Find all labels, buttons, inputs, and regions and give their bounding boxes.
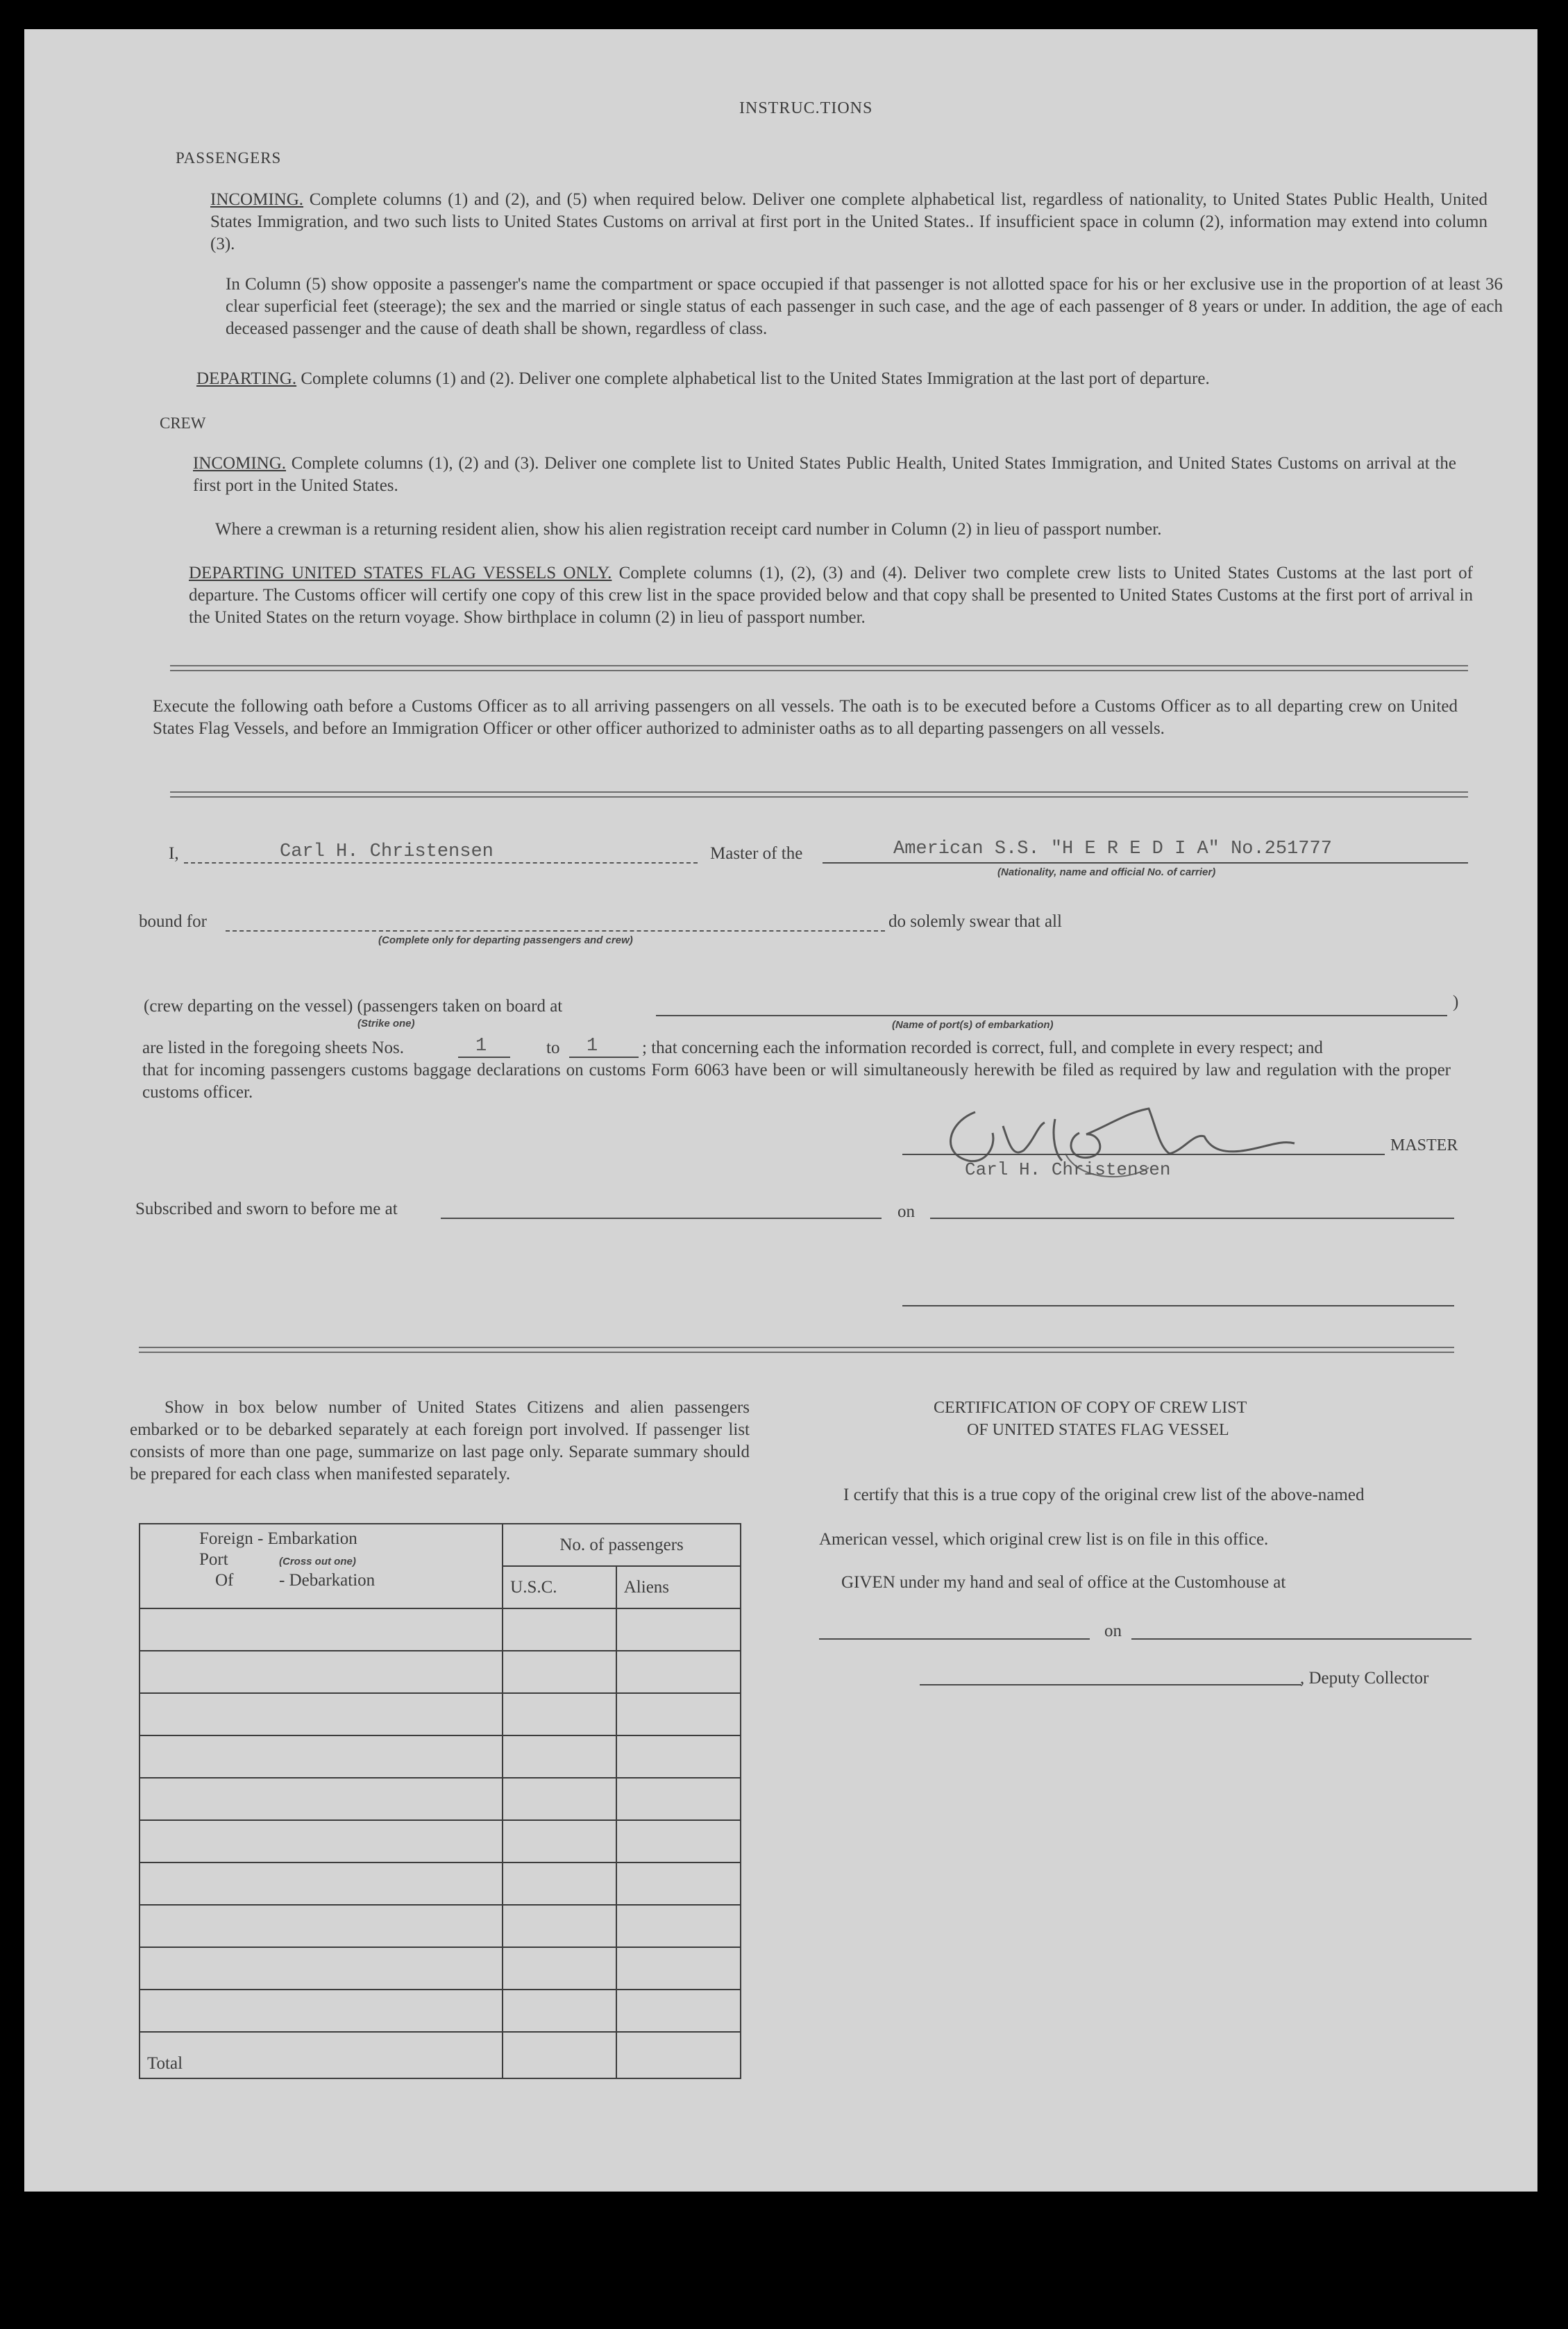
vessel-line <box>823 862 1468 864</box>
given-text: GIVEN under my hand and seal of office at the Customhouse at <box>841 1573 1286 1592</box>
certification-date-line <box>1131 1638 1472 1640</box>
port-header-line1: Foreign - Embarkation <box>199 1529 357 1548</box>
port-header-cell <box>140 1524 503 1608</box>
usc-cell[interactable] <box>503 1863 616 1905</box>
port-cell[interactable] <box>140 1608 503 1651</box>
port-cell[interactable] <box>140 1651 503 1693</box>
sheet-from-value: 1 <box>475 1036 487 1057</box>
table-row <box>140 1947 741 1990</box>
aliens-header-cell: Aliens <box>616 1566 741 1608</box>
certification-title-1: CERTIFICATION OF COPY OF CREW LIST <box>934 1399 1247 1417</box>
port-caption: (Name of port(s) of embarkation) <box>892 1019 1054 1031</box>
master-name-value: Carl H. Christensen <box>280 841 494 862</box>
close-paren: ) <box>1453 993 1459 1011</box>
port-cell[interactable] <box>140 1693 503 1735</box>
table-row <box>140 1778 741 1820</box>
aliens-cell[interactable] <box>616 1905 741 1947</box>
deputy-collector-label: , Deputy Collector <box>1300 1669 1429 1688</box>
subscribed-on-label: on <box>897 1202 915 1221</box>
table-row <box>140 1990 741 2032</box>
swear-text: do solemly swear that all <box>888 912 1062 931</box>
to-label: to <box>546 1039 560 1057</box>
vessel-caption: (Nationality, name and official No. of carrier) <box>997 866 1216 878</box>
column5-paragraph: In Column (5) show opposite a passenger's name the compartment or space occupied if that passenger is not allotted space for his or her exclusive use in the proportion of at least 36 clear superficial feet (steerage); the sex and the married or single status of each passenger in such case, and the age of each passenger of 8 years or under. In addition, the age of each deceased passenger and the cause of death shall be shown, regardless of class. <box>226 275 1503 338</box>
departing-us-paragraph <box>189 562 1473 629</box>
table-row <box>140 1905 741 1947</box>
port-cell[interactable] <box>140 1990 503 2032</box>
usc-header-cell: U.S.C. <box>503 1566 616 1608</box>
total-label: Total <box>147 2054 183 2073</box>
passengers-departing-line <box>196 368 1210 390</box>
port-cell[interactable] <box>140 1863 503 1905</box>
bound-for-caption: (Complete only for departing passengers and crew) <box>378 934 633 946</box>
port-cell[interactable] <box>140 1735 503 1778</box>
crew-incoming-label: INCOMING. <box>193 454 287 473</box>
port-cell[interactable] <box>140 1820 503 1863</box>
certify-line-2: American vessel, which original crew list is on file in this office. <box>819 1530 1269 1549</box>
passenger-summary-table <box>139 1523 741 2079</box>
table-row <box>140 1820 741 1863</box>
officer-signature-line <box>902 1305 1454 1306</box>
certification-on-label: on <box>1104 1622 1122 1640</box>
aliens-cell[interactable] <box>616 1947 741 1990</box>
crew-alien-text: Where a crewman is a returning resident alien, show his alien registration receipt card number in Column (2) in lieu of passport number. <box>215 520 1162 539</box>
bound-for-label: bound for <box>139 912 207 931</box>
aliens-cell[interactable] <box>616 1693 741 1735</box>
table-row <box>140 1863 741 1905</box>
incoming-text: Complete columns (1) and (2), and (5) when required below. Deliver one complete alphabetical list, regardless of nationality, to United States Public Health, United States Immigration, and two such lists to United States Customs on arrival at first port in the United States.. If insufficient space in column (2), information may extend into column (3). <box>210 190 1487 253</box>
aliens-cell[interactable] <box>616 1735 741 1778</box>
table-row <box>140 1651 741 1693</box>
usc-total-cell[interactable] <box>503 2032 616 2078</box>
form-page <box>24 29 1537 2192</box>
aliens-cell[interactable] <box>616 1820 741 1863</box>
aliens-cell[interactable] <box>616 1651 741 1693</box>
oath-i-label: I, <box>169 844 179 863</box>
listed-suffix: ; that concerning each the information recorded is correct, full, and complete in every respect; and <box>642 1039 1323 1057</box>
instructions-title: INSTRUC.TIONS <box>739 99 873 117</box>
usc-cell[interactable] <box>503 1608 616 1651</box>
divider-3 <box>139 1347 1454 1353</box>
signature-line <box>902 1154 1385 1155</box>
table-header-row <box>140 1524 741 1566</box>
departing-label: DEPARTING. <box>196 369 297 388</box>
port-header-debark: - Debarkation <box>279 1571 376 1590</box>
usc-cell[interactable] <box>503 1778 616 1820</box>
usc-cell[interactable] <box>503 1693 616 1735</box>
port-line <box>656 1015 1447 1016</box>
usc-cell[interactable] <box>503 1820 616 1863</box>
passengers-incoming-paragraph <box>210 189 1487 255</box>
oath-intro: Execute the following oath before a Customs Officer as to all arriving passengers on all vessels. The oath is to be executed before a Customs Officer as to all departing crew on United States Flag Vessels, and before an Immigration Officer or other officer authorized to administer oaths as to all departing passengers on all vessels. <box>153 697 1458 738</box>
certification-title-2: OF UNITED STATES FLAG VESSEL <box>967 1421 1229 1439</box>
table-row <box>140 1608 741 1651</box>
departing-us-label: DEPARTING UNITED STATES FLAG VESSELS ONLY. <box>189 564 612 582</box>
bound-for-line <box>226 930 885 932</box>
vessel-value: American S.S. "H E R E D I A" No.251777 <box>893 839 1332 859</box>
sheet-to-value: 1 <box>587 1036 598 1057</box>
port-cell[interactable] <box>140 1778 503 1820</box>
table-row <box>140 1735 741 1778</box>
usc-cell[interactable] <box>503 1947 616 1990</box>
port-header-port: Port <box>199 1550 228 1569</box>
master-name-line <box>184 862 698 864</box>
certify-line-1: I certify that this is a true copy of the original crew list of the above-named <box>843 1486 1365 1504</box>
signature-typed-name: Carl H. Christensen <box>965 1159 1171 1180</box>
usc-cell[interactable] <box>503 1905 616 1947</box>
incoming-label: INCOMING. <box>210 190 304 209</box>
subscribed-date-line <box>930 1218 1454 1219</box>
subscribed-place-line <box>441 1218 882 1219</box>
total-label-cell <box>140 2032 503 2078</box>
divider-2 <box>170 791 1468 798</box>
table-row <box>140 1693 741 1735</box>
aliens-cell[interactable] <box>616 1778 741 1820</box>
cross-caption: (Cross out one) <box>279 1556 356 1567</box>
departing-us-text: Complete columns (1), (2), (3) and (4). Deliver two complete crew lists to United States Customs at the last port of departure. The Customs officer will certify one copy of this crew list in the space provided below and that copy shall be presented to United States Customs at the first port of arrival in the United States on the return voyage. Show birthplace in column (2) in lieu of passport number. <box>189 564 1474 627</box>
usc-cell[interactable] <box>503 1651 616 1693</box>
table-total-row <box>140 2032 741 2078</box>
crew-heading: CREW <box>160 414 206 432</box>
aliens-cell[interactable] <box>616 1608 741 1651</box>
oath-continued: that for incoming passengers customs baggage declarations on customs Form 6063 have been or will simultaneously herewith be filed as required by law and regulation with the proper customs officer. <box>142 1061 1451 1102</box>
port-header-of: Of <box>215 1571 234 1590</box>
usc-cell[interactable] <box>503 1990 616 2032</box>
crew-incoming-text: Complete columns (1), (2) and (3). Deliver one complete list to United States Public Health, United States Immigration, and United States Customs on arrival at the first port in the United States. <box>193 454 1457 495</box>
sheet-from-line <box>458 1057 510 1058</box>
port-cell[interactable] <box>140 1905 503 1947</box>
usc-cell[interactable] <box>503 1735 616 1778</box>
master-of-label: Master of the <box>710 844 803 863</box>
master-label: MASTER <box>1390 1136 1458 1154</box>
summary-note: Show in box below number of United States Citizens and alien passengers embarked or to be debarked separately at each foreign port involved. If passenger list consists of more than one page, summarize on last page only. Separate summary should be prepared for each class when manifested separately. <box>130 1398 750 1483</box>
listed-prefix: are listed in the foregoing sheets Nos. <box>142 1039 404 1057</box>
aliens-cell[interactable] <box>616 1990 741 2032</box>
aliens-total-cell[interactable] <box>616 2032 741 2078</box>
customhouse-place-line <box>819 1638 1090 1640</box>
crew-departing-text: (crew departing on the vessel) (passengers taken on board at <box>144 997 563 1016</box>
port-cell[interactable] <box>140 1947 503 1990</box>
passengers-header-cell: No. of passengers <box>503 1524 741 1566</box>
passengers-heading: PASSENGERS <box>176 149 282 167</box>
sheet-to-line <box>569 1057 639 1058</box>
divider-1 <box>170 665 1468 671</box>
subscribed-label: Subscribed and sworn to before me at <box>135 1200 398 1218</box>
deputy-signature-line <box>920 1684 1301 1685</box>
strike-caption: (Strike one) <box>357 1018 415 1029</box>
crew-incoming-paragraph <box>193 453 1456 497</box>
departing-text: Complete columns (1) and (2). Deliver one complete alphabetical list to the United States Immigration at the last port of departure. <box>301 369 1210 388</box>
aliens-cell[interactable] <box>616 1863 741 1905</box>
